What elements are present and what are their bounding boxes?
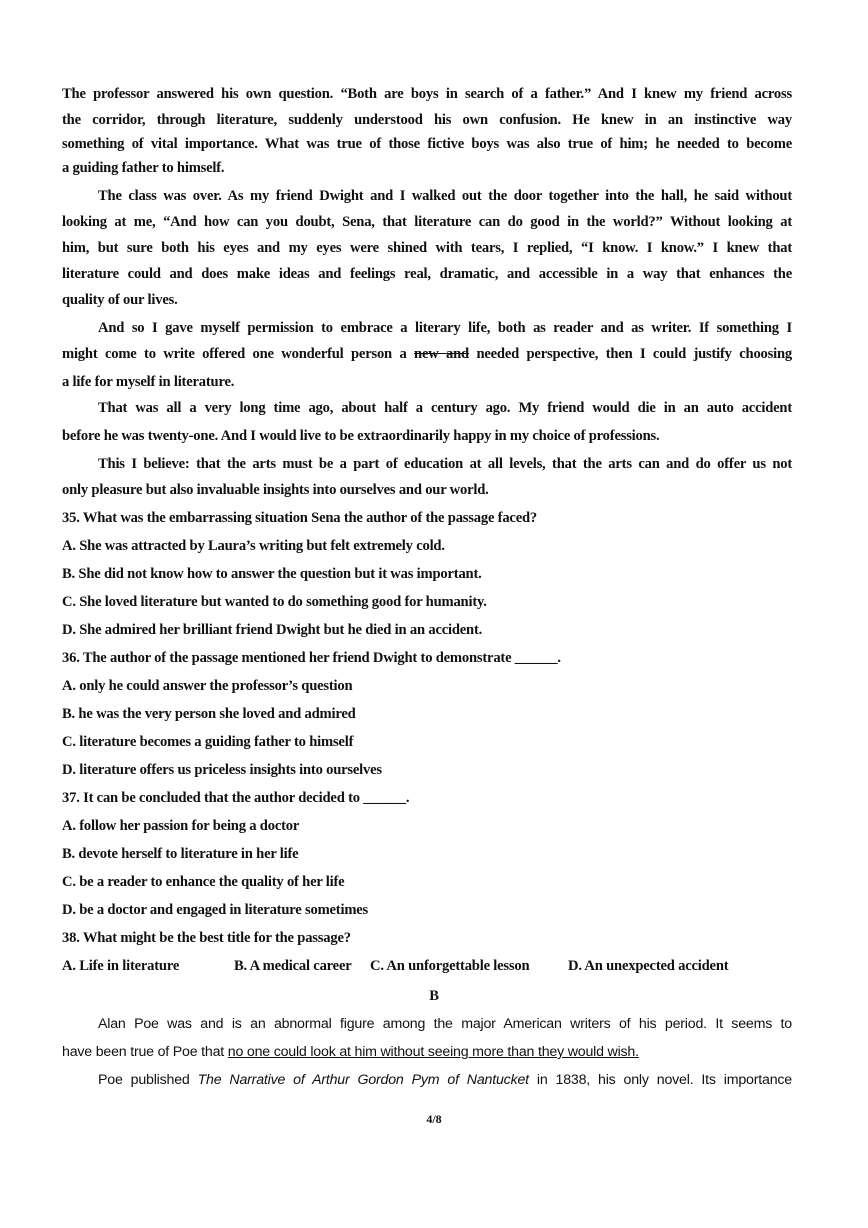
passage-line: The professor answered his own question. “Both are boys in search of a father.” And I knew my friend across [62,86,792,102]
option-a: A. follow her passion for being a doctor [62,818,300,834]
option-a: A. She was attracted by Laura’s writing but felt extremely cold. [62,538,445,554]
question-stem: 35. What was the embarrassing situation Sena the author of the passage faced? [62,510,537,526]
underlined-text: no one could look at him without seeing more than they would wish. [227,1044,639,1060]
option-c: C. She loved literature but wanted to do something good for humanity. [62,594,487,610]
section-heading: B [429,988,439,1004]
passage-line: a guiding father to himself. [62,160,225,176]
option-a: A. only he could answer the professor’s question [62,678,353,694]
option-d: D. An unexpected accident [568,958,729,974]
question-stem: 37. It can be concluded that the author decided to ______. [62,790,410,806]
passage-line: This I believe: that the arts must be a part of education at all levels, that the arts can and do offer us not [98,456,792,472]
struck-text: new and [414,346,469,362]
passage-text: might come to write offered one wonderful person a [62,346,415,362]
options-row [62,956,792,976]
option-c: C. literature becomes a guiding father to himself [62,734,354,750]
question-stem: 38. What might be the best title for the passage? [62,930,351,946]
passage-line: And so I gave myself permission to embrace a literary life, both as reader and as writer. If something I [98,320,792,336]
passage-line: looking at me, “And how can you doubt, Sena, that literature can do good in the world?” Without looking at [62,214,792,230]
page-number: 4/8 [426,1112,442,1126]
passage-line: something of vital importance. What was true of those fictive boys was also true of him; he needed to become [62,136,792,152]
passage-text: have been true of Poe that [62,1044,228,1060]
option-c: C. An unforgettable lesson [370,958,530,974]
option-c: C. be a reader to enhance the quality of her life [62,874,345,890]
passage-line: before he was twenty-one. And I would live to be extraordinarily happy in my choice of professions. [62,428,660,444]
option-d: D. be a doctor and engaged in literature sometimes [62,902,369,918]
option-b: B. he was the very person she loved and admired [62,706,356,722]
option-b: B. She did not know how to answer the question but it was important. [62,566,482,582]
question-stem: 36. The author of the passage mentioned her friend Dwight to demonstrate ______. [62,650,561,666]
option-d: D. She admired her brilliant friend Dwight but he died in an accident. [62,622,483,638]
passage-text: in 1838, his only novel. Its importance [528,1072,792,1088]
passage-line: literature could and does make ideas and feelings real, dramatic, and accessible in a way that enhances the [62,266,792,282]
passage-text: needed perspective, then I could justify choosing [468,346,792,362]
passage-line: quality of our lives. [62,292,178,308]
passage-line: Alan Poe was and is an abnormal figure among the major American writers of his period. It seems to [98,1016,792,1032]
passage-line: The class was over. As my friend Dwight and I walked out the door together into the hall, he said without [98,188,792,204]
passage-line: the corridor, through literature, suddenly understood his own confusion. He knew in an instinctive way [62,112,792,128]
passage-line [62,344,792,364]
passage-line: only pleasure but also invaluable insights into ourselves and our world. [62,482,489,498]
passage-line: him, but sure both his eyes and my eyes were shined with tears, I replied, “I know. I know.” I knew that [62,240,792,256]
option-d: D. literature offers us priceless insights into ourselves [62,762,382,778]
option-b: B. devote herself to literature in her life [62,846,299,862]
passage-line: a life for myself in literature. [62,374,235,390]
passage-text: Poe published [98,1072,198,1088]
option-a: A. Life in literature [62,958,180,974]
passage-line: That was all a very long time ago, about half a century ago. My friend would die in an auto accident [98,400,792,416]
option-b: B. A medical career [234,958,352,974]
passage-line [62,1042,792,1062]
novel-title: The Narrative of Arthur Gordon Pym of Nantucket [197,1072,529,1088]
passage-line [98,1070,792,1090]
